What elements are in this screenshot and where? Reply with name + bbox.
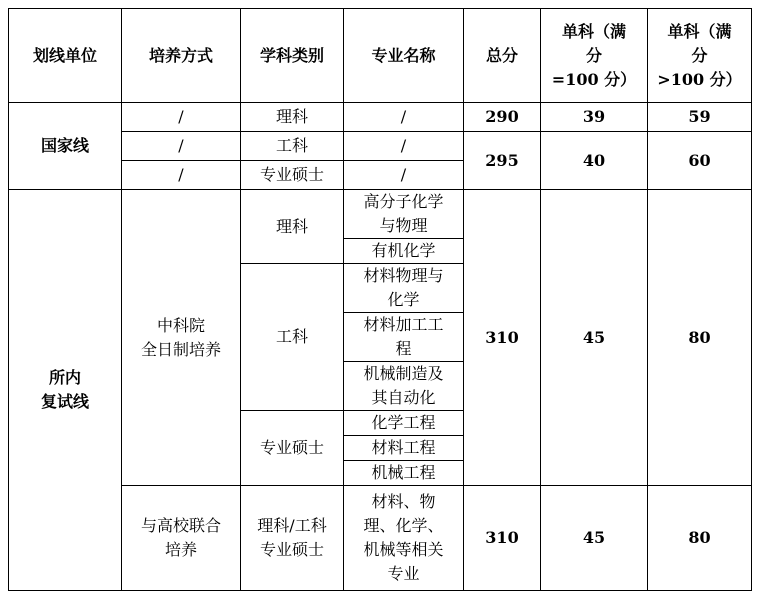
table-row — [9, 103, 752, 132]
national-single-100: 39 — [541, 103, 648, 132]
group2-major: 材料、物 理、化学、 机械等相关 专业 — [344, 486, 464, 591]
national-category: 工科 — [241, 132, 344, 161]
institute-label: 所内 复试线 — [9, 190, 122, 591]
national-label: 国家线 — [9, 103, 122, 190]
group2-mode: 与高校联合 培养 — [122, 486, 241, 591]
group1-single-100: 45 — [541, 190, 648, 486]
group1-major: 高分子化学 与物理 — [344, 190, 464, 239]
group2-single-100: 45 — [541, 486, 648, 591]
header-category: 学科类别 — [241, 9, 344, 103]
group1-category: 专业硕士 — [241, 411, 344, 486]
national-total: 290 — [464, 103, 541, 132]
group1-major: 材料物理与 化学 — [344, 264, 464, 313]
header-total: 总分 — [464, 9, 541, 103]
table-row — [9, 190, 752, 239]
group2-total: 310 — [464, 486, 541, 591]
national-single-gt100: 59 — [648, 103, 752, 132]
header-row — [9, 9, 752, 103]
national-major: / — [344, 161, 464, 190]
group1-major: 材料加工工 程 — [344, 313, 464, 362]
group1-major: 材料工程 — [344, 436, 464, 461]
national-mode: / — [122, 132, 241, 161]
group2-single-gt100: 80 — [648, 486, 752, 591]
national-mode: / — [122, 103, 241, 132]
group1-major: 机械工程 — [344, 461, 464, 486]
national-mode: / — [122, 161, 241, 190]
header-major: 专业名称 — [344, 9, 464, 103]
group1-category: 工科 — [241, 264, 344, 411]
header-unit: 划线单位 — [9, 9, 122, 103]
national-major: / — [344, 103, 464, 132]
score-line-table — [8, 8, 752, 591]
group2-category: 理科/工科 专业硕士 — [241, 486, 344, 591]
group1-major: 机械制造及 其自动化 — [344, 362, 464, 411]
group1-major: 化学工程 — [344, 411, 464, 436]
national-single-gt100: 60 — [648, 132, 752, 190]
header-single-100: 单科（满 分 =100 分） — [541, 9, 648, 103]
header-mode: 培养方式 — [122, 9, 241, 103]
group1-major: 有机化学 — [344, 239, 464, 264]
national-major: / — [344, 132, 464, 161]
header-single-gt100: 单科（满 分 >100 分） — [648, 9, 752, 103]
group1-single-gt100: 80 — [648, 190, 752, 486]
group1-category: 理科 — [241, 190, 344, 264]
national-category: 专业硕士 — [241, 161, 344, 190]
national-total: 295 — [464, 132, 541, 190]
group1-total: 310 — [464, 190, 541, 486]
group1-mode: 中科院 全日制培养 — [122, 190, 241, 486]
national-category: 理科 — [241, 103, 344, 132]
national-single-100: 40 — [541, 132, 648, 190]
